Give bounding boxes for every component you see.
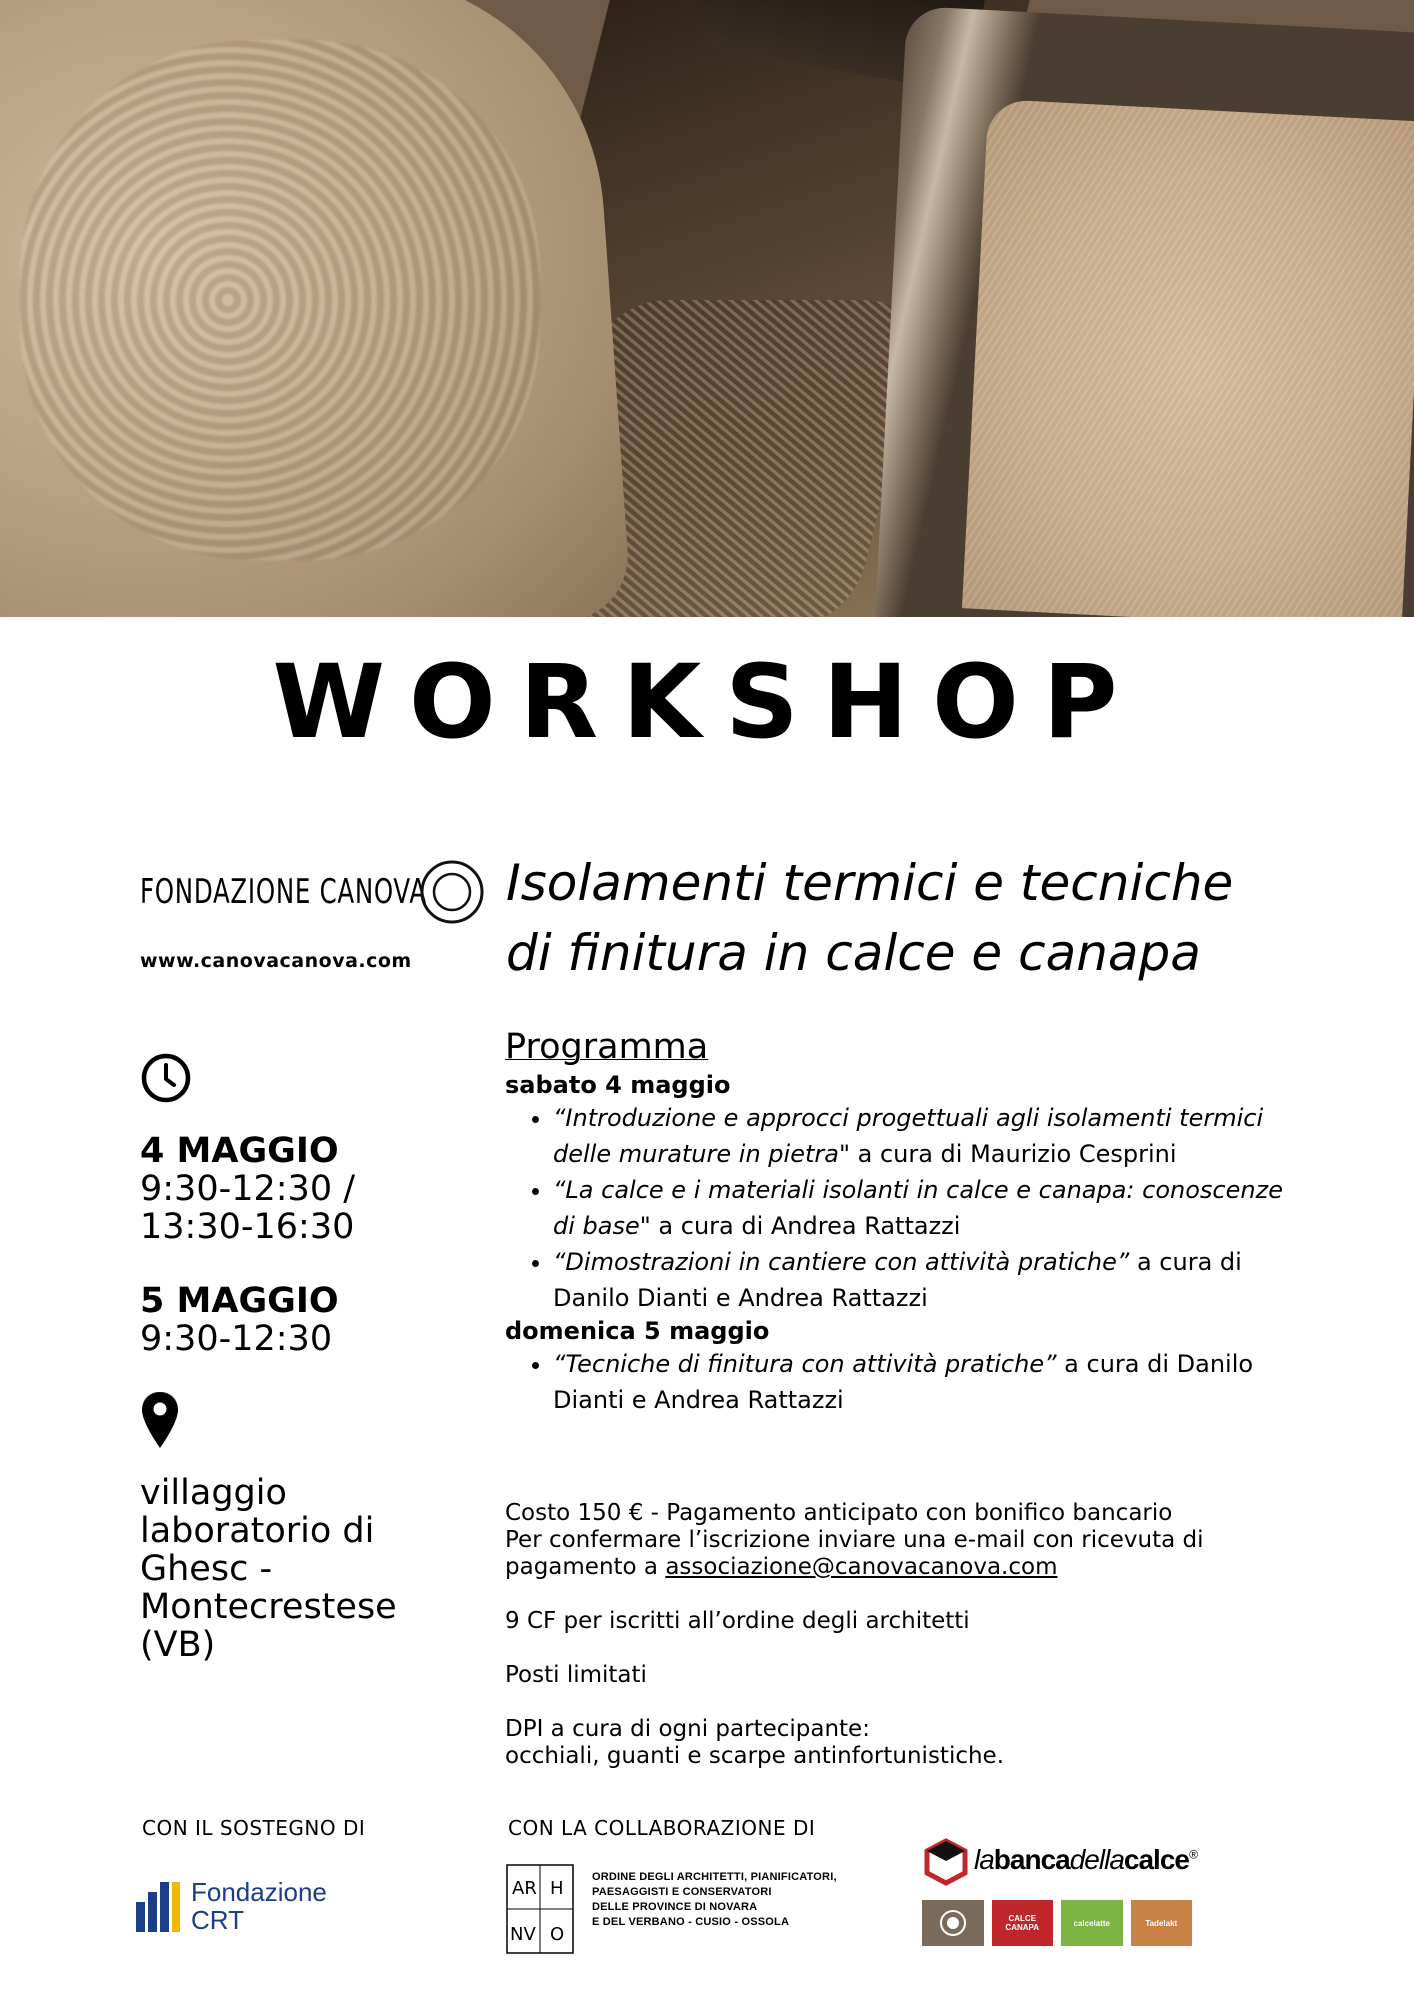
- contact-email-link[interactable]: associazione@canovacanova.com: [665, 1554, 1058, 1580]
- svg-text:AR: AR: [512, 1878, 537, 1899]
- ordine-line: DELLE PROVINCE DI NOVARA: [592, 1901, 758, 1913]
- date-day2-label: 5 MAGGIO: [140, 1281, 339, 1321]
- badge-tadelakt: Tadelakt: [1131, 1900, 1193, 1946]
- credits-text: 9 CF per iscritti all’ordine degli architetti: [505, 1608, 970, 1634]
- program-item: [553, 1100, 1305, 1172]
- collaboration-label: CON LA COLLABORAZIONE DI: [508, 1816, 816, 1840]
- date-block-day1: [140, 1132, 355, 1246]
- venue-line: Ghesc -: [140, 1549, 273, 1589]
- banca-della-calce-logo: [922, 1838, 1222, 1963]
- badge-calcelatte: calcelatte: [1061, 1900, 1123, 1946]
- hero-photo: [0, 0, 1414, 617]
- crt-name: [191, 1878, 327, 1934]
- support-label: CON IL SOSTEGNO DI: [142, 1816, 366, 1840]
- ordine-line: ORDINE DEGLI ARCHITETTI, PIANIFICATORI,: [592, 1871, 837, 1883]
- cost-text: Costo 150 € - Pagamento anticipato con bonifico bancario: [505, 1500, 1173, 1526]
- svg-text:H: H: [550, 1878, 564, 1899]
- crt-line: Fondazione: [191, 1877, 327, 1907]
- program-item-title: “La calce e i materiali isolanti in calce e canapa: conoscenze di base": [553, 1176, 1283, 1240]
- program-item-title: “Tecniche di finitura con attività pratiche”: [553, 1350, 1057, 1378]
- canova-rings-icon: [412, 852, 492, 932]
- program-day2-title: domenica 5 maggio: [505, 1317, 770, 1345]
- hexagon-icon: [922, 1838, 970, 1886]
- program-day1-title: sabato 4 maggio: [505, 1071, 731, 1099]
- date-day1-time1: 9:30-12:30 /: [140, 1169, 356, 1209]
- dpi-text-1: DPI a cura di ogni partecipante:: [505, 1716, 870, 1742]
- banca-name: labancadellacalce®: [974, 1844, 1197, 1875]
- program-day2-list: [505, 1346, 1305, 1418]
- venue-address: [140, 1474, 440, 1664]
- program-day1-list: [505, 1100, 1305, 1316]
- page-title: WORKSHOP: [272, 643, 1142, 762]
- date-day1-time2: 13:30-16:30: [140, 1207, 355, 1247]
- ordine-architetti-logo: [506, 1864, 866, 1954]
- workshop-subtitle: [506, 848, 1326, 988]
- fondazione-crt-logo: [136, 1878, 356, 1938]
- venue-line: villaggio: [140, 1473, 287, 1513]
- program-item-speaker: a cura di Andrea Rattazzi: [650, 1212, 961, 1240]
- date-day1-label: 4 MAGGIO: [140, 1131, 339, 1171]
- brand-name: FONDAZIONE CANOVA: [140, 872, 427, 912]
- brand-logo-block: [140, 850, 480, 930]
- program-item-speaker: a cura di Danilo Dianti e Andrea Rattazzi: [553, 1248, 1242, 1312]
- program-item: [553, 1244, 1305, 1316]
- subtitle-line-1: Isolamenti termici e tecniche: [506, 854, 1234, 912]
- crt-line: CRT: [191, 1905, 244, 1935]
- location-pin-icon: [140, 1390, 180, 1450]
- date-block-day2: [140, 1282, 339, 1358]
- badge-calce-canapa: CALCE CANAPA: [992, 1900, 1054, 1946]
- subtitle-line-2: di finitura in calce e canapa: [506, 924, 1201, 982]
- badge-seal-icon: [922, 1900, 984, 1946]
- ordine-line: PAESAGGISTI E CONSERVATORI: [592, 1886, 772, 1898]
- hero-mortar-texture: [20, 40, 540, 560]
- program-item: [553, 1346, 1305, 1418]
- program-item-title: “Introduzione e approcci progettuali agli isolamenti termici delle murature in pietra": [553, 1104, 1264, 1168]
- program-section: [505, 1024, 1305, 1418]
- crt-bars-icon: [136, 1880, 180, 1932]
- payment-line: [505, 1554, 1325, 1581]
- clock-icon: [140, 1052, 192, 1104]
- date-day2-time1: 9:30-12:30: [140, 1319, 333, 1359]
- program-item-speaker: a cura di Maurizio Cesprini: [849, 1140, 1177, 1168]
- venue-line: laboratorio di: [140, 1511, 375, 1551]
- svg-text:O: O: [550, 1924, 565, 1945]
- svg-text:NV: NV: [510, 1924, 536, 1945]
- venue-line: Montecrestese: [140, 1587, 397, 1627]
- ordine-line: E DEL VERBANO - CUSIO - OSSOLA: [592, 1916, 790, 1928]
- confirm-text: Per confermare l’iscrizione inviare una e-mail con ricevuta di: [505, 1527, 1204, 1553]
- dpi-text-2: occhiali, guanti e scarpe antinfortunistiche.: [505, 1743, 1005, 1769]
- program-item-speaker: a cura di Danilo Dianti e Andrea Rattazzi: [553, 1350, 1254, 1414]
- venue-line: (VB): [140, 1625, 216, 1665]
- hero-tub-grain: [962, 99, 1414, 617]
- registration-info: [505, 1500, 1325, 1770]
- payment-prefix: pagamento a: [505, 1554, 666, 1580]
- program-heading: Programma: [505, 1027, 709, 1067]
- ordine-architetti-emblem: [506, 1864, 574, 1954]
- website-link[interactable]: www.canovacanova.com: [140, 950, 412, 972]
- seats-text: Posti limitati: [505, 1662, 647, 1688]
- program-item: [553, 1172, 1305, 1244]
- ordine-architetti-name: [592, 1870, 837, 1930]
- program-item-title: “Dimostrazioni in cantiere con attività pratiche”: [553, 1248, 1130, 1276]
- partner-badges: [922, 1900, 1192, 1946]
